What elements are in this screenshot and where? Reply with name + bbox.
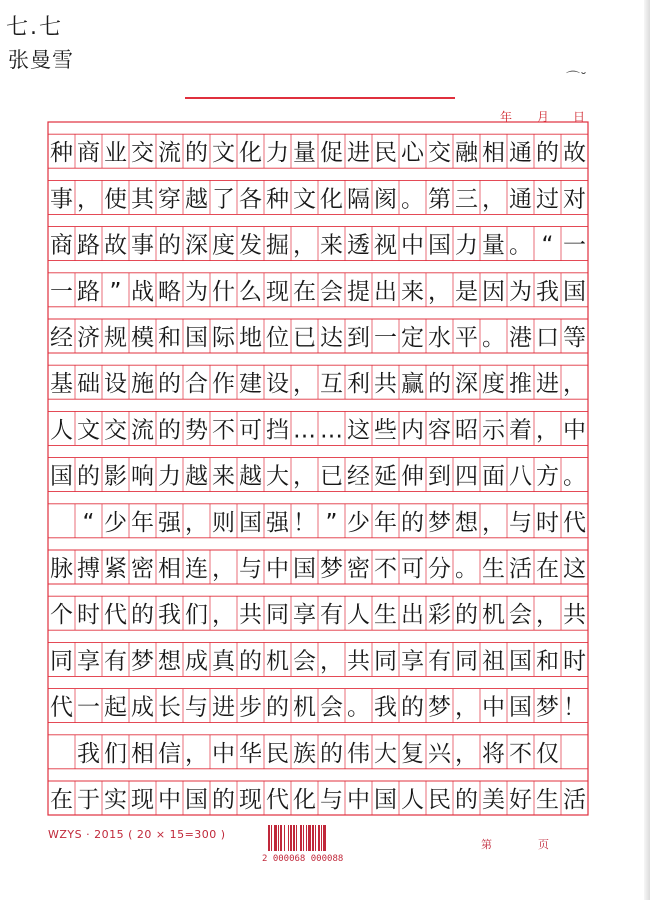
handwritten-date-note: 七.七 — [6, 15, 63, 40]
essay-row: 基 础 设 施 的 合 作 建 设 ， 互 利 共 赢 的 深 度 推 进 ， — [50, 371, 586, 398]
date-year-label: 年 — [500, 110, 513, 124]
essay-row: 一 路 ” 战 略 为 什 么 现 在 会 提 出 来 ， 是 因 为 我 国 — [50, 278, 586, 305]
page-suffix-label: 页 — [538, 838, 549, 851]
essay-row: 国 的 影 响 力 越 来 越 大 ， 已 经 延 伸 到 四 面 八 方 。 — [50, 463, 586, 490]
essay-row: 人 文 交 流 的 势 不 可 挡 … … 这 些 内 容 昭 示 着 ， 中 — [50, 417, 586, 444]
essay-row: 个 时 代 的 我 们 ， 共 同 享 有 人 生 出 彩 的 机 会 ， 共 — [50, 602, 586, 629]
essay-row: 经 济 规 模 和 国 际 地 位 已 达 到 一 定 水 平 。 港 口 等 — [50, 325, 586, 351]
barcode — [268, 825, 350, 851]
essay-row: 我 们 相 信 ， 中 华 民 族 的 伟 大 复 兴 ， 将 不 仅 — [77, 740, 559, 767]
essay-row: “ 少 年 强 ， 则 国 强 ！ ” 少 年 的 梦 想 ， 与 时 代 — [82, 509, 586, 536]
page-prefix-label: 第 — [481, 838, 492, 851]
essay-row: 事 ， 使 其 穿 越 了 各 种 文 化 隔 阂 。 第 三 ， 通 过 对 — [50, 186, 586, 213]
essay-row: 同 享 有 梦 想 成 真 的 机 会 ， 共 同 享 有 同 祖 国 和 时 — [50, 648, 586, 675]
grid-lines — [48, 122, 588, 815]
essay-row: 商 路 故 事 的 深 度 发 掘 ， 来 透 视 中 国 力 量 。 “ 一 — [50, 232, 586, 259]
pencil-mark: ⌒˘ — [566, 71, 587, 87]
handwritten-author-name: 张曼雪 — [8, 48, 74, 72]
barcode-number: 2 000068 000088 — [262, 854, 344, 864]
paper-code: WZYS · 2015 ( 20 × 15=300 ) — [48, 828, 226, 841]
essay-row: 脉 搏 紧 密 相 连 ， 与 中 国 梦 密 不 可 分 。 生 活 在 这 — [50, 556, 586, 582]
essay-row: 种 商 业 交 流 的 文 化 力 量 促 进 民 心 交 融 相 通 的 故 — [50, 140, 586, 167]
date-day-label: 日 — [573, 110, 586, 124]
essay-row: 代 一 起 成 长 与 进 步 的 机 会 。 我 的 梦 ， 中 国 梦 ！ — [50, 694, 586, 721]
date-month-label: 月 — [537, 110, 550, 124]
essay-row: 在 于 实 现 中 国 的 现 代 化 与 中 国 人 民 的 美 好 生 活 — [50, 787, 586, 813]
